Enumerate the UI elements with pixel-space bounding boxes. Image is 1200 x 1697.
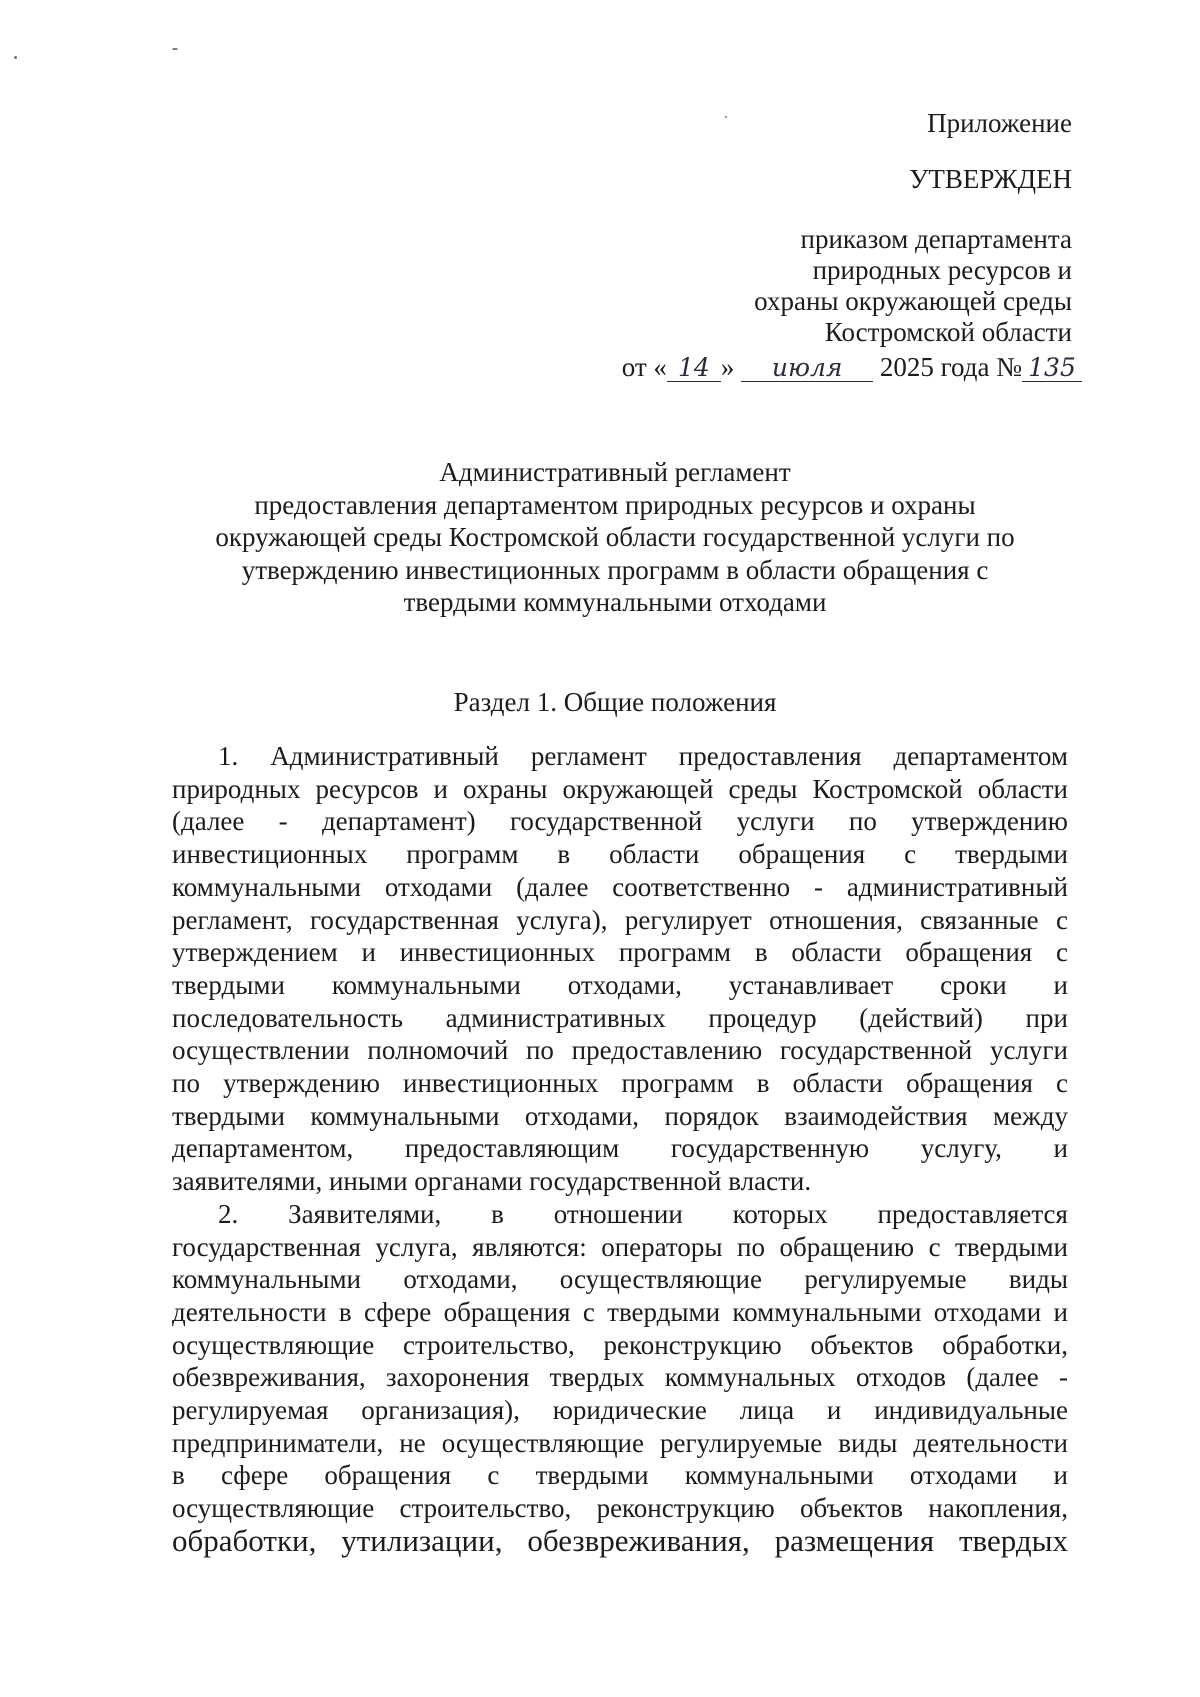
body-word: полномочий [367,1035,509,1066]
body-word: с [1055,904,1068,935]
approved-label: УТВЕРЖДЕН [909,164,1072,194]
body-word: (далее [966,1362,1039,1393]
body-word: виды [838,1427,898,1458]
body-line [172,1427,1068,1460]
handwritten-order-number: 135 [1022,355,1082,382]
body-word: услуги [989,1035,1068,1066]
body-line [172,1034,1068,1067]
body-word: обращения [443,1296,571,1327]
body-word: государственную [670,1133,870,1164]
body-word: Заявителями, [288,1198,442,1229]
body-word: предоставления [678,741,862,771]
body-line [172,1459,1068,1492]
body-word: в [172,1460,185,1491]
body-word: осуществляющие [441,1427,644,1458]
body-word: и [1053,1460,1068,1491]
title-line: окружающей среды Костромской области государственной услуги по [215,522,1015,552]
body-line [172,904,1068,937]
body-word: департаментом [893,741,1068,771]
document-title [150,456,1080,619]
body-word: отходами, [524,1100,640,1131]
body-word: обращению [779,1231,915,1262]
body-line [172,1329,1068,1362]
body-word: в [557,839,571,870]
body-word: коммунальными [684,1460,874,1491]
body-line [172,1394,1068,1427]
body-word: инвестиционных [399,937,596,968]
body-word: Административный [270,741,499,771]
body-word: связанные [920,904,1039,935]
body-word: департаментом, [172,1133,354,1164]
scan-speck [725,116,727,118]
body-word: коммунальными [732,1296,922,1327]
body-word: программ [618,937,732,968]
body-word: отношения, [769,904,903,935]
body-word: - [278,806,288,837]
body-word: области [791,937,882,968]
body-word: регулируемая [172,1395,329,1426]
body-word: операторы [601,1231,723,1262]
body-line [172,1002,1068,1035]
body-word: в [491,1198,504,1229]
body-word: объектов [800,1493,903,1524]
body-word: коммунальных [664,1362,836,1393]
body-word: обращения [324,1460,452,1491]
body-word: отходами [933,1296,1042,1327]
body-word: по [848,806,877,837]
body-word: регулируемые [804,1264,967,1295]
body-word: утилизации, [341,1522,503,1558]
body-word: 2. [218,1198,239,1229]
body-word: между [992,1100,1068,1131]
body-word: Костромской [812,773,963,804]
body-word: и [1053,969,1068,1000]
body-text [172,740,1068,1558]
body-line [172,1067,1068,1100]
body-word: сфере [364,1296,432,1327]
body-word: не [399,1427,426,1458]
body-word: реконструкцию [603,1329,782,1360]
body-word: обработки, [172,1522,317,1558]
body-word: административный [846,871,1068,902]
body-word: порядок [664,1100,759,1131]
section-title: Раздел 1. Общие положения [453,687,777,717]
appendix-label: Приложение [927,108,1072,138]
body-word: коммунальными [172,871,361,902]
body-word: сроки [940,969,1007,1000]
date-mid: » [720,352,735,382]
body-line [172,1361,1068,1394]
body-word: услугу, [920,1133,1002,1164]
body-word: утверждением [172,937,338,968]
body-word: административных [445,1002,666,1033]
body-word: с [928,1231,941,1262]
body-word: осуществляющие [172,1493,375,1524]
body-word: (далее [516,871,589,902]
body-word: с [904,839,917,870]
body-word: среды [728,773,798,804]
body-word: (далее [172,806,245,837]
order-line: Костромской области [824,317,1072,347]
body-word: регулируемые [659,1427,823,1458]
body-word: деятельности [172,1296,327,1327]
body-word: регламент [530,741,647,771]
body-line [172,871,1068,904]
handwritten-day: 14 [667,355,721,382]
body-word: с [1056,937,1068,968]
body-word: предоставляется [877,1198,1068,1229]
body-word: услуга, [375,1231,458,1262]
body-line: заявителями, иными органами государственной власти. [172,1166,812,1197]
title-line: твердыми коммунальными отходами [403,587,827,617]
title-line: утверждению инвестиционных программ в области обращения с [241,554,989,585]
body-word: в [338,1296,352,1327]
body-word: по [737,1231,765,1262]
body-word: с [1056,1068,1068,1099]
body-word: объектов [810,1329,914,1360]
body-line [172,1492,1068,1525]
body-word: обращения [905,937,1033,968]
body-word: предоставляющим [404,1133,620,1164]
body-word: отходами, [567,969,682,1000]
body-word: твердых [958,1522,1068,1558]
body-word: отношении [553,1198,683,1229]
body-word: программ [621,1068,734,1099]
body-word: с [582,1296,595,1327]
body-word: - [1059,1362,1068,1393]
body-word: области [792,1068,883,1099]
body-word: и [826,1395,842,1426]
body-line [172,773,1068,806]
date-year-text: 2025 года № [879,352,1022,382]
body-line [172,1198,1068,1231]
body-line [172,969,1068,1002]
body-word: последовательность [172,1002,403,1033]
body-word: - [814,871,824,902]
body-word: коммунальными [172,1264,361,1295]
handwritten-month: июля [741,355,873,382]
body-word: области [609,839,700,870]
body-word: и [1053,1133,1068,1164]
body-word: отходами [384,871,493,902]
body-word: твердых [549,1362,645,1393]
approval-order-block [754,224,1072,348]
order-line: приказом департамента [800,224,1072,254]
body-line [172,1231,1068,1264]
body-word: индивидуальные [874,1395,1068,1426]
body-word: деятельности [913,1427,1068,1458]
body-line [172,936,1068,969]
body-word: в [756,1068,770,1099]
title-line: Административный регламент [439,457,791,487]
body-line [172,805,1068,838]
body-word: взаимодействия [784,1100,968,1131]
body-word: государственная [172,1231,361,1262]
body-word: отходов [855,1362,947,1393]
body-line [172,1132,1068,1165]
body-word: осуществлении [172,1035,350,1066]
body-word: по [525,1035,554,1066]
body-word: утверждению [223,1068,380,1099]
body-word: обезвреживания, [527,1522,750,1558]
body-word: устанавливает [728,969,894,1000]
body-word: предприниматели, [172,1427,384,1458]
body-word: и [433,773,448,804]
body-word: инвестиционных [403,1068,599,1099]
body-word: государственной [779,1035,973,1066]
body-word: твердыми [955,839,1068,870]
body-word: процедур [708,1002,817,1033]
body-word: коммунальными [331,969,521,1000]
body-word: (действий) [859,1002,983,1033]
body-word: 1. [218,741,239,771]
body-word: регулирует [624,904,752,935]
date-prefix: от « [621,352,667,382]
body-word: твердыми [955,1231,1068,1262]
body-line [172,1296,1068,1329]
body-word: регламент, [172,904,293,935]
body-word: предоставлению [571,1035,763,1066]
body-word: обращения [906,1068,1033,1099]
body-word: коммунальными [310,1100,500,1131]
body-word: строительство, [403,1329,575,1360]
body-word: отходами [909,1460,1018,1491]
body-word: программ [406,839,519,870]
body-word: при [1025,1002,1068,1033]
body-word: являются: [472,1231,587,1262]
order-line: охраны окружающей среды [754,286,1072,316]
body-word: ресурсов [315,773,419,804]
body-word: по [172,1068,200,1099]
body-word: услуги [736,806,815,837]
body-line [172,838,1068,871]
body-word: соответственно [612,871,791,902]
body-word: области [977,773,1068,804]
body-word: реконструкцию [596,1493,775,1524]
body-word: услуга), [516,904,608,935]
body-word: которых [732,1198,828,1229]
body-word: лица [739,1395,795,1426]
body-word: и [1053,1296,1068,1327]
body-word: инвестиционных [172,839,368,870]
body-word: твердыми [535,1460,649,1491]
order-line: природных ресурсов и [812,255,1072,285]
body-word: размещения [774,1522,935,1558]
body-word: охраны [463,773,548,804]
body-word: осуществляющие [559,1264,762,1295]
body-word: сфере [220,1460,289,1491]
body-word: природных [172,773,301,804]
title-line: предоставления департаментом природных ресурсов и охраны [254,489,976,520]
body-word: твердыми [607,1296,721,1327]
body-line [172,740,1068,773]
scan-speck [172,48,178,50]
body-word: окружающей [562,773,714,804]
body-word: твердыми [172,1100,285,1131]
body-word: обработки, [942,1329,1068,1360]
body-word: и [361,937,376,968]
body-word: с [487,1460,500,1491]
body-word: в [754,937,768,968]
body-word: отходами, [403,1264,518,1295]
body-line [172,1100,1068,1133]
body-line [172,1263,1068,1296]
body-word: виды [1008,1264,1068,1295]
body-word: обезвреживания, [172,1362,366,1393]
body-line [172,1522,1068,1558]
body-word: утверждению [911,806,1068,837]
scan-speck [14,56,17,59]
body-word: накопления, [928,1493,1068,1524]
body-word: обращения [738,839,866,870]
body-word: строительство, [399,1493,572,1524]
body-word: осуществляющие [172,1329,375,1360]
body-word: юридические [552,1395,707,1426]
body-word: государственная [310,904,499,935]
body-word: организация), [361,1395,520,1426]
body-word: департамент) [321,806,476,837]
body-word: государственной [509,806,703,837]
order-date-line [622,352,1082,383]
body-word: твердыми [172,969,285,1000]
body-word: захоронения [385,1362,530,1393]
